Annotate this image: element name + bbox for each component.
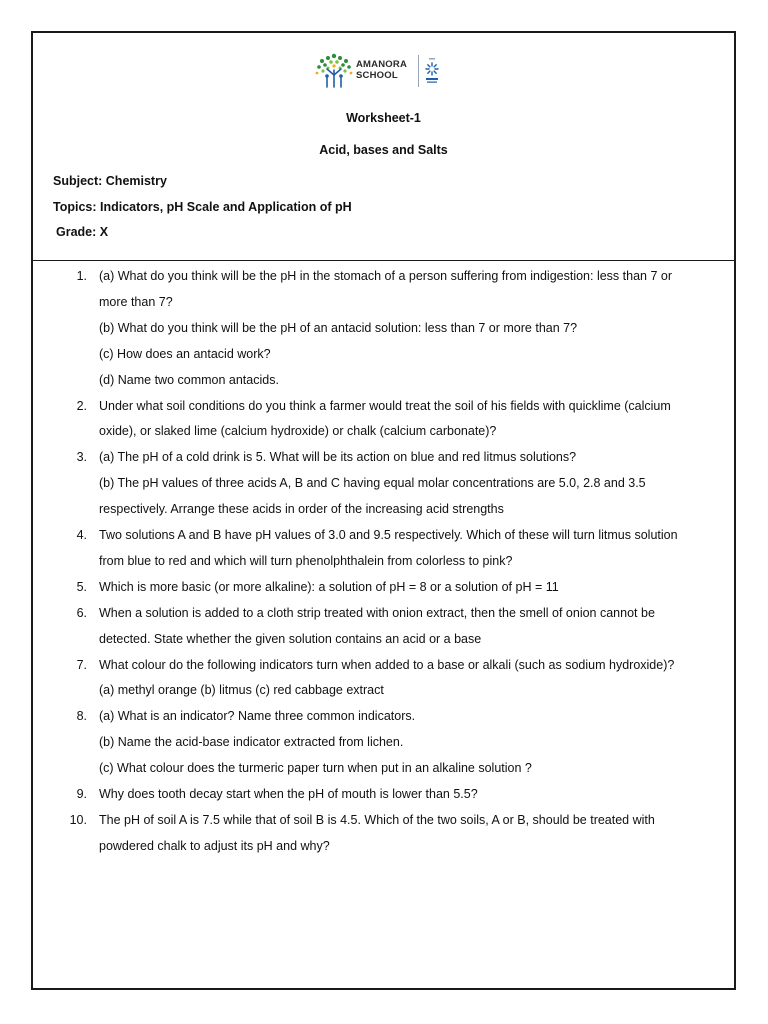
topics-line: Topics: Indicators, pH Scale and Application of pH	[53, 200, 352, 214]
worksheet-title: Worksheet-1	[346, 111, 421, 125]
question-number: 1.	[76, 269, 87, 283]
question-text-line: What colour do the following indicators turn when added to a base or alkali (such as sodium hydroxide)?	[99, 657, 675, 672]
question-text-line: Which is more basic (or more alkaline): a solution of pH = 8 or a solution of pH = 11	[99, 579, 559, 594]
question-number: 8.	[76, 709, 87, 724]
question-text-line: (a) methyl orange (b) litmus (c) red cabbage extract	[99, 683, 384, 698]
worksheet-frame	[31, 31, 736, 990]
tree-icon	[314, 53, 354, 89]
question-text-line: Why does tooth decay start when the pH of mouth is lower than 5.5?	[99, 787, 478, 801]
school-name	[356, 59, 407, 81]
question-text-line: respectively. Arrange these acids in order of the increasing acid strengths	[99, 502, 504, 517]
chapter-title: Acid, bases and Salts	[319, 143, 448, 157]
question-text-line: detected. State whether the given solution contains an acid or a base	[99, 631, 482, 646]
logo-divider	[418, 55, 419, 87]
school-name-line2: SCHOOL	[356, 70, 398, 81]
question-number: 4.	[76, 528, 87, 542]
question-text-line: (b) The pH values of three acids A, B and C having equal molar concentrations are 5.0, 2.8 and 3.5	[99, 476, 646, 491]
subject-line: Subject: Chemistry	[53, 174, 167, 188]
question-number: 2.	[76, 398, 87, 413]
question-number: 7.	[76, 657, 87, 672]
question-text-line: When a solution is added to a cloth strip treated with onion extract, then the smell of onion cannot be	[99, 605, 655, 620]
question-text-line: powdered chalk to adjust its pH and why?	[99, 838, 330, 853]
question-text-line: (c) What colour does the turmeric paper turn when put in an alkaline solution ?	[99, 761, 532, 776]
question-number: 3.	[76, 450, 87, 465]
question-text-line: (a) The pH of a cold drink is 5. What will be its action on blue and red litmus solutions?	[99, 450, 577, 465]
question-text-line: more than 7?	[99, 294, 173, 309]
question-text-line: (a) What is an indicator? Name three common indicators.	[99, 709, 416, 724]
question-number: 6.	[76, 605, 87, 620]
school-logo	[314, 53, 444, 89]
question-number: 5.	[76, 579, 87, 594]
question-text-line: Under what soil conditions do you think a farmer would treat the soil of his fields with quicklime (calcium	[99, 398, 671, 413]
ryan-emblem-icon	[422, 57, 442, 85]
school-name-line1: AMANORA	[356, 59, 408, 70]
worksheet-header	[33, 33, 734, 261]
question-text-line: (c) How does an antacid work?	[99, 346, 271, 361]
question-text-line: Two solutions A and B have pH values of 3.0 and 9.5 respectively. Which of these will turn litmus solution	[99, 528, 678, 542]
question-text-line: (b) Name the acid-base indicator extracted from lichen.	[99, 735, 404, 750]
question-text-line: (b) What do you think will be the pH of an antacid solution: less than 7 or more than 7?	[99, 320, 578, 335]
question-number: 9.	[76, 787, 87, 801]
question-number: 10.	[69, 812, 87, 827]
question-text-line: oxide), or slaked lime (calcium hydroxide) or chalk (calcium carbonate)?	[99, 424, 497, 439]
question-text-line: The pH of soil A is 7.5 while that of soil B is 4.5. Which of the two soils, A or B, should be treated with	[99, 812, 655, 827]
grade-line: Grade: X	[56, 225, 109, 239]
question-text-line: (d) Name two common antacids.	[99, 372, 279, 387]
question-text-line: (a) What do you think will be the pH in the stomach of a person suffering from indigestion: less than 7 or	[99, 269, 672, 283]
question-text-line: from blue to red and which will turn phenolphthalein from colorless to pink?	[99, 553, 513, 568]
